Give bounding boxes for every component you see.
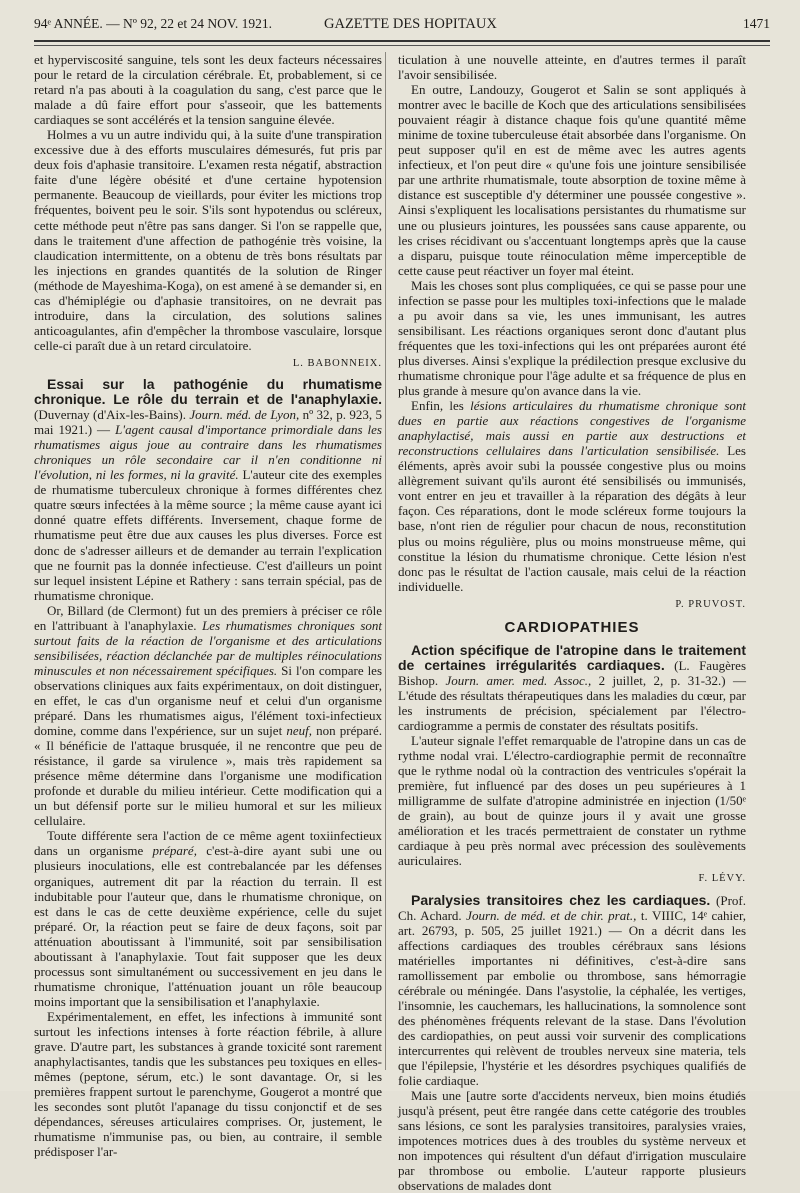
paragraph: et hyperviscosité sanguine, tels sont les deux facteurs nécessaires pour le retard de la circulation cérébrale. Et, probablement, si ce retard n'a pas abouti à la coagulation du sang, c'est parce que le malade a dû faire effort pour s'asseoir, que les battements cardiaques se sont accélérés et la tension sanguine élevée. bbox=[34, 52, 382, 128]
page-number: 1471 bbox=[743, 16, 770, 31]
paragraph bbox=[398, 398, 746, 594]
paragraph bbox=[34, 603, 382, 829]
column-divider bbox=[385, 52, 386, 1070]
italic-run: neuf, bbox=[286, 723, 312, 739]
article-heading bbox=[398, 643, 746, 733]
article-summary: L'agent causal d'importance primordiale dans les rhumatismes aigus joue au contraire dans les rhumatismes chroniques un rôle secondaire car il n'en conditionne ni l'évolution, ni les formes, ni la gravité. bbox=[34, 422, 382, 483]
header-rule-thick bbox=[34, 40, 770, 42]
article-heading bbox=[34, 377, 382, 603]
article-text: L'étude des résultats thérapeutiques dans les maladies du cœur, par les instruments de précision, spécialement par l'électro-cardiogramme a permis de constater des résultats positifs. bbox=[398, 687, 746, 734]
article-text: On a décrit dans les affections cardiaques des troubles cérébraux sans lésions matérielles importantes ni définitives, c'est-à-dire sans ramollissement par embolie ou thrombose, sans hémorragie cérébrale ou méningée. Dans l'asystolie, la céphalée, les vertiges, l'insomnie, les cauchemars, les hallucinations, la somnolence sont des phénomènes fréquents relevant de la stase. Dans l'évolution des cardiopathies, on peut aussi voir survenir des complications intercurrentes qui relèvent de troubles nerveux sine materia, tels que l'épilepsie, l'hystérie et les désordres psychiques qualifiés de folie cardiaque. bbox=[398, 922, 747, 1089]
article-author: (Duvernay (d'Aix-les-Bains). bbox=[34, 407, 186, 423]
article-author: (Prof. Ch. Achard. bbox=[398, 892, 747, 923]
text-run: Enfin, les bbox=[411, 398, 464, 414]
text-run: Or, Billard (de Clermont) fut un des premiers à préciser ce rôle en l'attribuant à l'anaphylaxie. bbox=[34, 602, 382, 633]
article-atropine bbox=[398, 643, 746, 887]
header-rule-thin bbox=[34, 45, 770, 46]
signature: P. PRUVOST. bbox=[675, 598, 746, 610]
article-journal: Journ. de méd. et de chir. prat., bbox=[466, 907, 637, 923]
article-title: Paralysies transitoires chez les cardiaques. bbox=[411, 891, 711, 908]
article-title: Essai sur la pathogénie du rhumatisme chronique. Le rôle du terrain et de l'anaphylaxie. bbox=[34, 375, 382, 408]
text-run: c'est-à-dire ayant subi une ou plusieurs inoculations, elle est contrebalancée par les défenses organiques, autrement dit par la réaction du terrain. Il est indubitable pour l'auteur que, dans le rhumatisme chronique, on est dans le cas de cette deuxième expérience, celle du sujet préparé. Or, la réaction peut se faire de deux façons, soit par atténuation aboutissant à l'immunité, soit par sensibilisation aboutissant à l'anaphylaxie. Tout fait supposer que les deux processus sont simultanément ou successivement en jeu dans le rhumatisme chronique, l'atténuation jouant un rôle beaucoup moins important que la sensibilisation et l'anaphylaxie. bbox=[34, 843, 383, 1009]
article-journal: Journ. amer. med. Assoc., bbox=[445, 672, 592, 688]
issue-info: 94ᵉ ANNÉE. — Nº 92, 22 et 24 NOV. 1921. bbox=[34, 16, 273, 31]
paragraph: Expérimentalement, en effet, les infections à immunité sont surtout les infections intenses à forte réaction fébrile, à allure grave. D'autre part, les substances à grande toxicité sont rarement anaphylactisantes, tandis que les substances peu toxiques en elles-mêmes (peptone, sérum, etc.) le sont davantage. Or, si les premières frappent surtout le parenchyme, Gougerot a montré que les secondes sont plutôt l'apanage du tissu conjonctif et de ses dépendances, séreuses articulaires comprises. Or, justement, le rhumatisme n'immunise pas, ou bien, au contraire, il semble prédisposer l'ar- bbox=[34, 1008, 382, 1160]
publication-title: GAZETTE DES HOPITAUX bbox=[324, 16, 497, 32]
paragraph: L'auteur signale l'effet remarquable de l'atropine dans un cas de rythme nodal vrai. L'électro-cardiographie permit de reconnaître que le rythme nodal où la contraction des ventricules s'opérait la première, fut influencé par des doses un peu supérieures à 1 milligramme de sulfate d'atropine administrée en injection (1/50ᵉ de grain), au bout de quinze jours il y avait une grosse amélioration et les tracés permettraient de constater un rythme cardiaque à peu près normal avec précession des soulèvements auriculaires. bbox=[398, 733, 746, 869]
article-reference: 2 juillet, 2, p. 31-32.) — bbox=[598, 672, 747, 688]
left-column bbox=[34, 52, 382, 1159]
italic-run: Les rhumatismes chroniques sont surtout faits de la réaction de l'organisme et des articulations sensibilisées, réaction déclanchée par de multiples réinoculations minuscules et non nécessairement spécifiques. bbox=[34, 617, 382, 678]
article-heading bbox=[398, 893, 746, 1089]
text-run: Si l'on compare les observations cliniques aux faits expérimentaux, on doit distinguer, en effet, le cas d'un organisme neuf et celui d'un organisme préparé. Dans les rhumatismes aigus, l'élément toxi-infectieux domine, comme dans l'expérience, sur un sujet bbox=[34, 662, 383, 739]
article-reference: t. VIIIC, 14ᵉ cahier, art. 26793, p. 505, 25 juillet 1921.) — bbox=[398, 907, 747, 938]
paragraph bbox=[34, 828, 382, 1009]
paragraph: Mais une [autre sorte d'accidents nerveux, bien moins étudiés jusqu'à présent, peut être rangée dans cette catégorie des troubles sans lésions, ce sont les paralysies transitoires, paralysies vraies, impotences motrices dues à des troubles du système nerveux et non impotences qui résultent d'un défaut d'irrigation musculaire par thrombose ou embolie. L'auteur rapporte plusieurs observations de malades dont bbox=[398, 1088, 746, 1193]
article-reference: nº 32, p. 923, 5 mai 1921.) — bbox=[34, 407, 383, 438]
italic-run: lésions articulaires du rhumatisme chronique sont dues en partie aux réactions congestives de l'organisme anaphylactisé, mais aussi en partie aux destructions et reconstructions cellulaires dans l'articulation sensibilisée. bbox=[398, 398, 746, 459]
paragraph: ticulation à une nouvelle atteinte, en d'autres termes il paraît l'avoir sensibilisée. bbox=[398, 52, 746, 83]
article-journal: Journ. méd. de Lyon, bbox=[189, 407, 300, 423]
signature: F. LÉVY. bbox=[698, 873, 746, 885]
text-run: non préparé. « Il bénéficie de l'attaque brusquée, il ne rencontre que peu de résistance, il garde sa virulence », mais très rapidement sa présence même détermine dans l'organisme une modification profonde et durable du milieu intérieur. Cette modification qui a un but défensif porte sur le milieu humoral et sur les milieux cellulaire. bbox=[34, 723, 383, 829]
article-text: L'auteur cite des exemples de rhumatisme tuberculeux chronique à formes différentes chez quatre sœurs infectées à la même source ; la même cause ayant ici donné quatre effets différents. Inversement, chaque forme de rhumatisme peut être due aux causes les plus diverses. Force est donc de s'adresser ailleurs et de demander au terrain l'explication que ne fournit pas la donnée infectieuse. C'est d'ailleurs un point sur lequel insistent Lépine et Rathery : sans terrain spécial, pas de rhumatisme chronique. bbox=[34, 467, 382, 603]
italic-run: préparé, bbox=[152, 843, 197, 859]
page-header bbox=[34, 14, 770, 34]
signature: L. BABONNEIX. bbox=[292, 357, 382, 369]
section-heading: CARDIOPATHIES bbox=[504, 618, 640, 636]
article-title: Action spécifique de l'atropine dans le traitement de certaines irrégularités cardiaques. bbox=[398, 641, 746, 673]
article-author: (L. Faugères Bishop. bbox=[398, 657, 747, 688]
right-column bbox=[398, 52, 746, 1193]
article-rhumatisme bbox=[34, 377, 382, 1159]
paragraph: En outre, Landouzy, Gougerot et Salin se sont appliqués à montrer avec le bacille de Koch que des articulations sensibilisées pouvaient réagir à distance chaque fois qu'une quantité même minime de toxine tuberculeuse était absorbée dans l'organisme. On peut supposer qu'il en est de même avec les autres agents infectieux, et l'on peut dire « qu'une fois une jointure sensibilisée par une arthrite rhumatismale, toute absorption de toxine même à distance est susceptible d'y déterminer une poussée congestive ». Ainsi s'expliquent les localisations persistantes du rhumatisme sur une ou plusieurs jointures, les poussées sans cause apparente, ou les crises récidivant ou s'accentuant longtemps après que la cause a disparu, puisque toute réinoculation même imperceptible de cette cause peut réactiver un foyer mal éteint. bbox=[398, 82, 746, 278]
paragraph: Holmes a vu un autre individu qui, à la suite d'une transpiration excessive due à des efforts musculaires démesurés, fut pris par deux fois d'aphasie transitoire. L'examen resta négatif, abstraction faite d'une légère obésité et d'une certaine hypotension permanente. Beaucoup de vieillards, pour éviter les mictions trop fréquentes, boivent peu le soir. S'ils sont hypotendus ou scléreux, cette méthode peut n'être pas sans danger. Si l'on se rappelle que, dans le traitement d'une affection de pathogénie très voisine, la claudication intermittente, on a obtenu de très bons résultats par les injections en grandes quantités de la solution de Ringer (méthode de Mayeshima-Koga), on est amené à se demander si, en cas d'hémiplégie ou d'aphasie transitoires, on ne devrait pas introduire, dans la circulation, des solutions salines anticoagulantes, afin d'empêcher la thrombose vasculaire, lorsque celle-ci paraît due à un retard circulatoire. bbox=[34, 127, 382, 353]
text-run: Toute différente sera l'action de ce même agent toxiinfectieux dans un organisme bbox=[34, 828, 382, 859]
article-paralysies bbox=[398, 893, 746, 1193]
paragraph: Mais les choses sont plus compliquées, ce qui se passe pour une infection se passe pour les multiples toxi-infections que le malade a pu avoir dans sa vie, les unes immunisant, les autres sensibilisant. Les réactions organiques seront donc d'autant plus fréquentes que les toxi-infections qui les ont préparées auront été plus diverses. Ainsi s'explique la prédilection presque exclusive du rhumatisme chronique pour l'âge adulte et sa fréquence de plus en plus grande à mesure qu'on avance dans la vie. bbox=[398, 277, 746, 399]
text-run: Les éléments, après avoir subi la poussée congestive plus ou moins allègrement suivant qu'ils auront été sensibilisés ou immunisés, vont entrer en jeu et travailler à la réparation des dégâts à leur façon. Ces réparations, dont le mode scléreux forme toujours la base, n'ont rien de régulier pour chacun de nous, reconstitution plus ou moins régulière, plus ou moins monstrueuse même, qui constitue la lésion du rhumatisme chronique. Cette lésion n'est donc pas le résultat de l'action causale, mais celui de la réaction individuelle. bbox=[398, 443, 746, 594]
